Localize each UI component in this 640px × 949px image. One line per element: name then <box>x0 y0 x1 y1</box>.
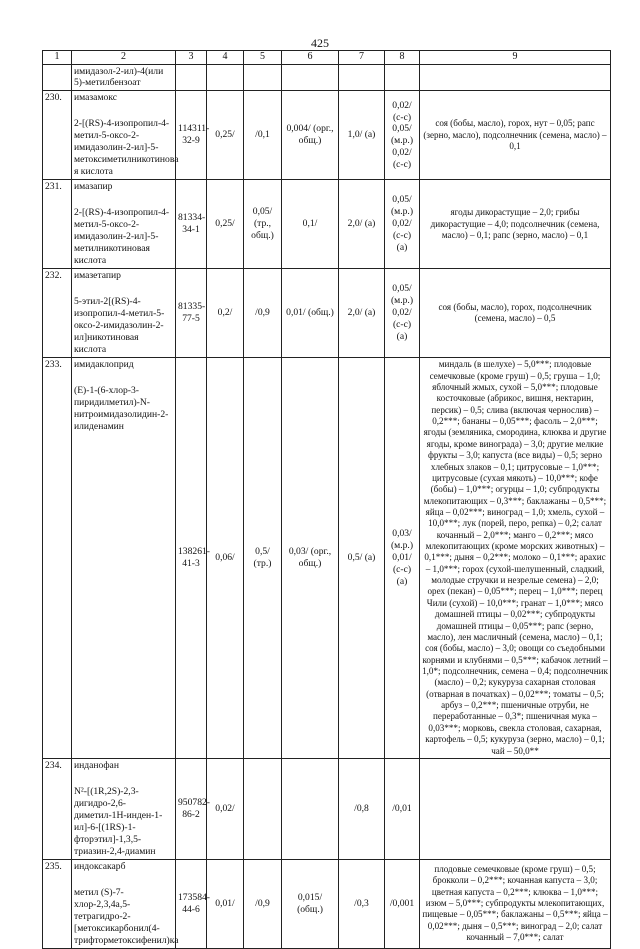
value-col6: 0,01/ (общ.) <box>282 269 339 358</box>
cas-number: 950782-86-2 <box>176 758 207 859</box>
table-row <box>43 358 611 759</box>
substance-name: инданофан <box>74 759 119 771</box>
substance-name: имазапир <box>74 181 113 193</box>
col-header-7: 7 <box>339 51 385 65</box>
chemical-name: (E)-1-(6-хлор-3-пиридилметил)-N-нитроимидазолидин-2-илиденамин <box>74 385 169 433</box>
chemical-name: 2-[(RS)-4-изопропил-4-метил-5-оксо-2-имидазолин-2-ил]-5-метоксиметилникотинова я кислота <box>74 118 179 178</box>
value-col4: 0,02/ <box>207 758 244 859</box>
value-col4: 0,06/ <box>207 358 244 759</box>
value-col6: 0,004/ (орг., общ.) <box>282 91 339 180</box>
cas-number: 138261-41-3 <box>176 358 207 759</box>
row-number: 235. <box>43 859 72 948</box>
substance-name: имазамокс <box>74 92 117 104</box>
value-col8: 0,02/ (с-с) 0,05/ (м.р.) 0,02/ (с-с) <box>385 91 420 180</box>
table-row <box>43 269 611 358</box>
residue-limits: ягоды дикорастущие – 2,0; грибы дикорастущие – 4,0; подсолнечник (семена, масло) – 0,1; рапс (зерно, масло) – 0,1 <box>420 180 611 269</box>
value-col6 <box>282 758 339 859</box>
substance-name: индоксакарб <box>74 860 126 872</box>
value-col8: 0,03/ (м.р.) 0,01/ (с-с) (а) <box>385 358 420 759</box>
value-col5: /0,9 <box>244 269 282 358</box>
col-header-6: 6 <box>282 51 339 65</box>
residue-limits: миндаль (в шелухе) – 5,0***; плодовые семечковые (кроме груш) – 0,5; груша – 1,0; яблочный жмых, сухой – 5,0***; плодовые косточковые (абрикос, вишня, нектарин, персик) – 0,5; слива (включая чернослив) – 0,2***; бананы – 0,05***; фасоль – 2,0***; ягоды (земляника, смородина, клюква и другие ягоды, кроме винограда) – 3,0; другие мелкие фрукты – 3,0; капуста (все виды) – 0,5; зерно хлебных злаков – 0,1; цитрусовые – 1,0***; цитрусовые (сухая мякоть) – 10,0***; кофе (бобы) – 1,0***; огурцы – 1,0; субпродукты млекопитающих – 0,3***; баклажаны – 0,5***; яйца – 0,02***; виноград – 1,0; хмель, сухой – 10,0***; лук (порей, перо, репка) – 0,2; салат кочанный – 2,0***; манго – 0,2***; мясо млекопитающих (кроме морских животных) – 0,1***; дыня – 0,2***; молоко – 0,1***; арахис – 1,0***; горох (сухой-шелушенный, сладкий, молодые стручки и незрелые семена) – 2,0; орех (пекан) – 0,05***; перец – 1,0***; перец Чили (сухой) – 10,0***; гранат – 1,0***; мясо домашней птицы – 0,02***; субпродукты домашней птицы – 0,05***; рапс (зерно, масло), лен масличный (семена, масло) – 0,1; соя (бобы, масло) – 3,0; овощи со съедобными корнями и клубнями – 0,5***; кабачок летний – 1,0*; подсолнечник, семена – 0,4; подсолнечник (масло) – 0,2; кукуруза сахарная столовая (отварная в початках) – 0,02***; томаты – 0,5; арбуз – 0,2***; пшеничные отруби, не переработанные – 0,3*; пшеничная мука – 0,03***; морковь, свекла столовая, сахарная, картофель – 0,5; кукуруза (зерно, масло) – 0,1; чай – 50,0** <box>420 358 611 759</box>
substance-cell <box>72 180 176 269</box>
substance-name: имазетапир <box>74 270 121 282</box>
substance-name: имидаклоприд <box>74 359 134 371</box>
header-row <box>43 51 611 65</box>
chemical-name: метил (S)-7-хлор-2,3,4a,5-тетрагидро-2-[метоксикарбонил(4-трифторметоксифенил)ка <box>74 886 179 946</box>
substance-cell <box>72 859 179 948</box>
value-col8: /0,001 <box>385 859 420 948</box>
value-col7: 1,0/ (а) <box>339 91 385 180</box>
substance-cell <box>72 269 176 358</box>
col-header-4: 4 <box>207 51 244 65</box>
value-col6: 0,1/ <box>282 180 339 269</box>
table-row <box>43 91 611 180</box>
row-number: 230. <box>43 91 72 180</box>
value-col4: 0,2/ <box>207 269 244 358</box>
value-col6: 0,015/ (общ.) <box>282 859 339 948</box>
regulation-table <box>42 50 611 949</box>
page-number: 425 <box>311 36 329 50</box>
value-col7: 2,0/ (а) <box>339 269 385 358</box>
value-col5: 0,5/ (тр.) <box>244 358 282 759</box>
value-col5: /0,9 <box>244 859 282 948</box>
value-col5: 0,05/ (тр., общ.) <box>244 180 282 269</box>
row-number: 231. <box>43 180 72 269</box>
cas-number: 81335-77-5 <box>176 269 207 358</box>
value-col7: 2,0/ (а) <box>339 180 385 269</box>
value-col6: 0,03/ (орг., общ.) <box>282 358 339 759</box>
value-col8: /0,01 <box>385 758 420 859</box>
table-row-continuation <box>43 64 611 91</box>
value-col8: 0,05/ (м.р.) 0,02/ (с-с) (а) <box>385 269 420 358</box>
value-col8: 0,05/ (м.р.) 0,02/ (с-с) (а) <box>385 180 420 269</box>
table-row <box>43 758 611 859</box>
col-header-8: 8 <box>385 51 420 65</box>
col-header-9: 9 <box>420 51 611 65</box>
col-header-2: 2 <box>72 51 176 65</box>
value-col5: /0,1 <box>244 91 282 180</box>
row-number: 232. <box>43 269 72 358</box>
row-number: 233. <box>43 358 72 759</box>
value-col7: /0,3 <box>339 859 385 948</box>
continuation-name: имидазол-2-ил)-4(или 5)-метилбензоат <box>72 64 176 91</box>
substance-cell <box>72 758 176 859</box>
residue-limits: плодовые семечковые (кроме груш) – 0,5; брокколи – 0,2***; кочанная капуста – 3,0; цветная капуста – 0,2***; клюква – 1,0***; изюм – 5,0***; субпродукты млекопитающих, пищевые – 0,05***; баклажаны – 0,5***; яйца – 0,02***; дыня – 0,5***; виноград – 2,0; салат кочанный – 7,0***; салат <box>420 859 611 948</box>
row-number: 234. <box>43 758 72 859</box>
substance-cell <box>72 358 176 759</box>
value-col5 <box>244 758 282 859</box>
col-header-3: 3 <box>176 51 207 65</box>
value-col4: 0,25/ <box>207 91 244 180</box>
residue-limits: соя (бобы, масло), горох, нут – 0,05; рапс (зерно, масло), подсолнечник (семена, масло) – 0,1 <box>420 91 611 180</box>
value-col7: 0,5/ (а) <box>339 358 385 759</box>
cas-number: 114311-32-9 <box>176 91 207 180</box>
cas-number: 173584-44-6 <box>176 859 207 948</box>
residue-limits <box>420 758 611 859</box>
chemical-name: 5-этил-2[(RS)-4-изопропил-4-метил-5-оксо-2-имидазолин-2-ил]никотиновая кислота <box>74 296 165 356</box>
col-header-1: 1 <box>43 51 72 65</box>
col-header-5: 5 <box>244 51 282 65</box>
substance-cell <box>72 91 179 180</box>
cas-number: 81334-34-1 <box>176 180 207 269</box>
residue-limits: соя (бобы, масло), горох, подсолнечник (семена, масло) – 0,5 <box>420 269 611 358</box>
value-col4: 0,25/ <box>207 180 244 269</box>
value-col7: /0,8 <box>339 758 385 859</box>
chemical-name: N²-[(1R,2S)-2,3-дигидро-2,6-диметил-1H-инден-1-ил]-6-[(1RS)-1-фторэтил]-1,3,5-триазин-2,4-диамин <box>74 785 163 857</box>
table-row <box>43 180 611 269</box>
value-col4: 0,01/ <box>207 859 244 948</box>
table-row <box>43 859 611 948</box>
chemical-name: 2-[(RS)-4-изопропил-4-метил-5-оксо-2-имидазолин-2-ил]-5-метилникотиновая кислота <box>74 207 170 267</box>
